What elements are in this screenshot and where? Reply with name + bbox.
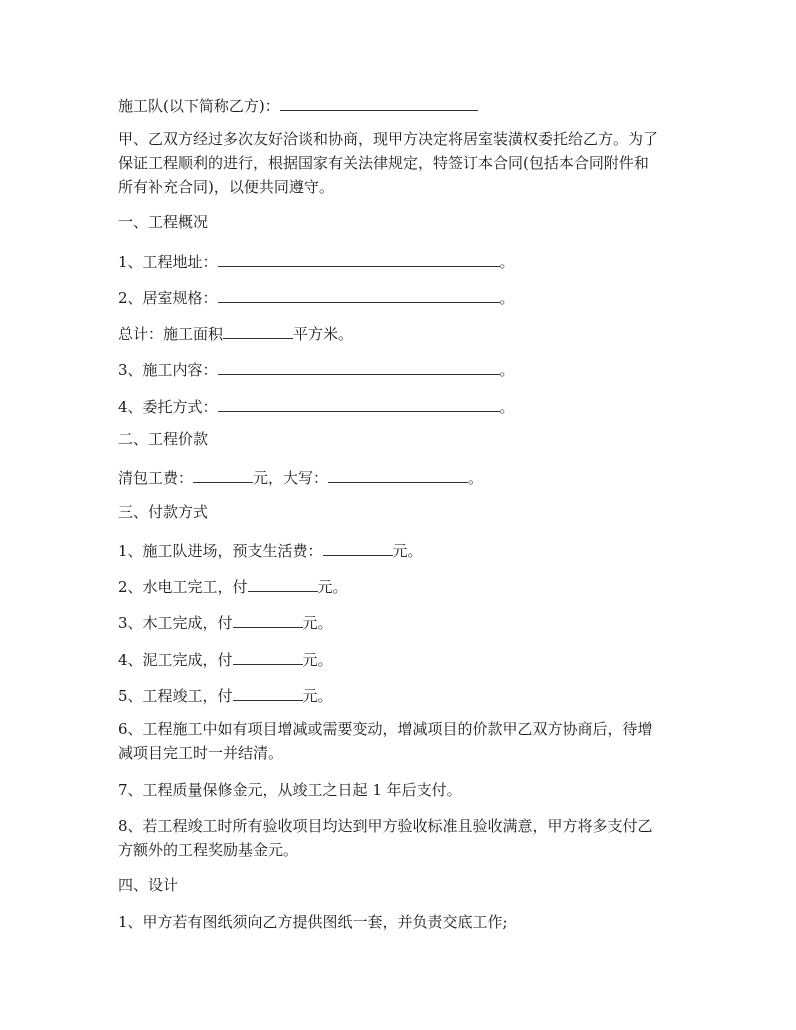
commission-method-line xyxy=(118,397,678,415)
section-4-heading: 四、设计 xyxy=(118,876,179,894)
payment-item-2-label: 2、水电工完工，付 xyxy=(118,578,248,596)
commission-method-label: 4、委托方式： xyxy=(118,398,218,416)
project-address-blank[interactable] xyxy=(218,252,500,267)
room-spec-suffix: 。 xyxy=(499,289,515,307)
construction-content-label: 3、施工内容： xyxy=(118,361,218,379)
payment-item-5-label: 5、工程竣工，付 xyxy=(118,687,233,705)
total-area-line xyxy=(118,324,678,342)
payment-item-2 xyxy=(118,577,678,595)
room-spec-line xyxy=(118,288,678,306)
labor-fee-mid: 元，大写： xyxy=(253,469,329,487)
commission-method-blank[interactable] xyxy=(218,397,500,412)
room-spec-label: 2、居室规格： xyxy=(118,289,218,307)
labor-fee-amount-blank[interactable] xyxy=(193,468,253,483)
payment-item-2-blank[interactable] xyxy=(248,577,318,592)
payment-item-4-label: 4、泥工完成，付 xyxy=(118,651,233,669)
intro-line-3: 所有补充合同)，以便共同遵守。 xyxy=(118,178,334,196)
intro-line-2: 保证工程顺利的进行，根据国家有关法律规定，特签订本合同(包括本合同附件和 xyxy=(118,154,649,172)
intro-line-1: 甲、乙双方经过多次友好洽谈和协商，现甲方决定将居室装潢权委托给乙方。为了 xyxy=(118,130,659,148)
payment-item-5-suffix: 元。 xyxy=(302,687,333,705)
total-area-blank[interactable] xyxy=(223,324,293,339)
party-b-line xyxy=(118,96,678,114)
section-3-heading: 三、付款方式 xyxy=(118,503,209,521)
payment-item-8-line-1: 8、若工程竣工时所有验收项目均达到甲方验收标准且验收满意，甲方将多支付乙 xyxy=(118,817,653,835)
payment-item-4-suffix: 元。 xyxy=(302,651,333,669)
payment-item-2-suffix: 元。 xyxy=(317,578,348,596)
project-address-suffix: 。 xyxy=(499,253,515,271)
intro-paragraph xyxy=(118,132,678,204)
design-item-1: 1、甲方若有图纸须向乙方提供图纸一套，并负责交底工作; xyxy=(118,913,508,931)
payment-item-3-label: 3、木工完成，付 xyxy=(118,614,233,632)
payment-item-3-blank[interactable] xyxy=(233,613,303,628)
total-area-suffix: 平方米。 xyxy=(293,325,354,343)
labor-fee-line xyxy=(118,468,678,486)
payment-item-5 xyxy=(118,686,678,704)
labor-fee-suffix: 。 xyxy=(468,469,484,487)
payment-item-1-blank[interactable] xyxy=(323,541,393,556)
section-2-heading: 二、工程价款 xyxy=(118,430,209,448)
payment-item-8 xyxy=(118,819,678,867)
construction-content-suffix: 。 xyxy=(499,361,515,379)
payment-item-4-blank[interactable] xyxy=(233,650,303,665)
payment-item-1 xyxy=(118,541,678,559)
construction-content-line xyxy=(118,360,678,378)
total-area-label: 总计：施工面积 xyxy=(118,325,224,343)
section-1-heading: 一、工程概况 xyxy=(118,213,209,231)
payment-item-6-line-1: 6、工程施工中如有项目增减或需要变动，增减项目的价款甲乙双方协商后，待增 xyxy=(118,720,653,738)
payment-item-4 xyxy=(118,650,678,668)
payment-item-6 xyxy=(118,722,678,770)
payment-item-5-blank[interactable] xyxy=(233,686,303,701)
payment-item-7: 7、工程质量保修金元，从竣工之日起 1 年后支付。 xyxy=(118,781,462,799)
party-b-blank[interactable] xyxy=(280,96,478,111)
commission-method-suffix: 。 xyxy=(499,398,515,416)
room-spec-blank[interactable] xyxy=(218,288,500,303)
payment-item-1-label: 1、施工队进场，预支生活费： xyxy=(118,542,323,560)
payment-item-3 xyxy=(118,613,678,631)
payment-item-3-suffix: 元。 xyxy=(302,614,333,632)
payment-item-8-line-2: 方额外的工程奖励基金元。 xyxy=(118,841,299,859)
party-b-label: 施工队(以下简称乙方)： xyxy=(118,97,280,115)
project-address-line xyxy=(118,252,678,270)
labor-fee-uppercase-blank[interactable] xyxy=(328,468,468,483)
project-address-label: 1、工程地址： xyxy=(118,253,218,271)
labor-fee-label: 清包工费： xyxy=(118,469,194,487)
construction-content-blank[interactable] xyxy=(218,360,500,375)
payment-item-6-line-2: 减项目完工时一并结清。 xyxy=(118,744,284,762)
payment-item-1-suffix: 元。 xyxy=(392,542,423,560)
